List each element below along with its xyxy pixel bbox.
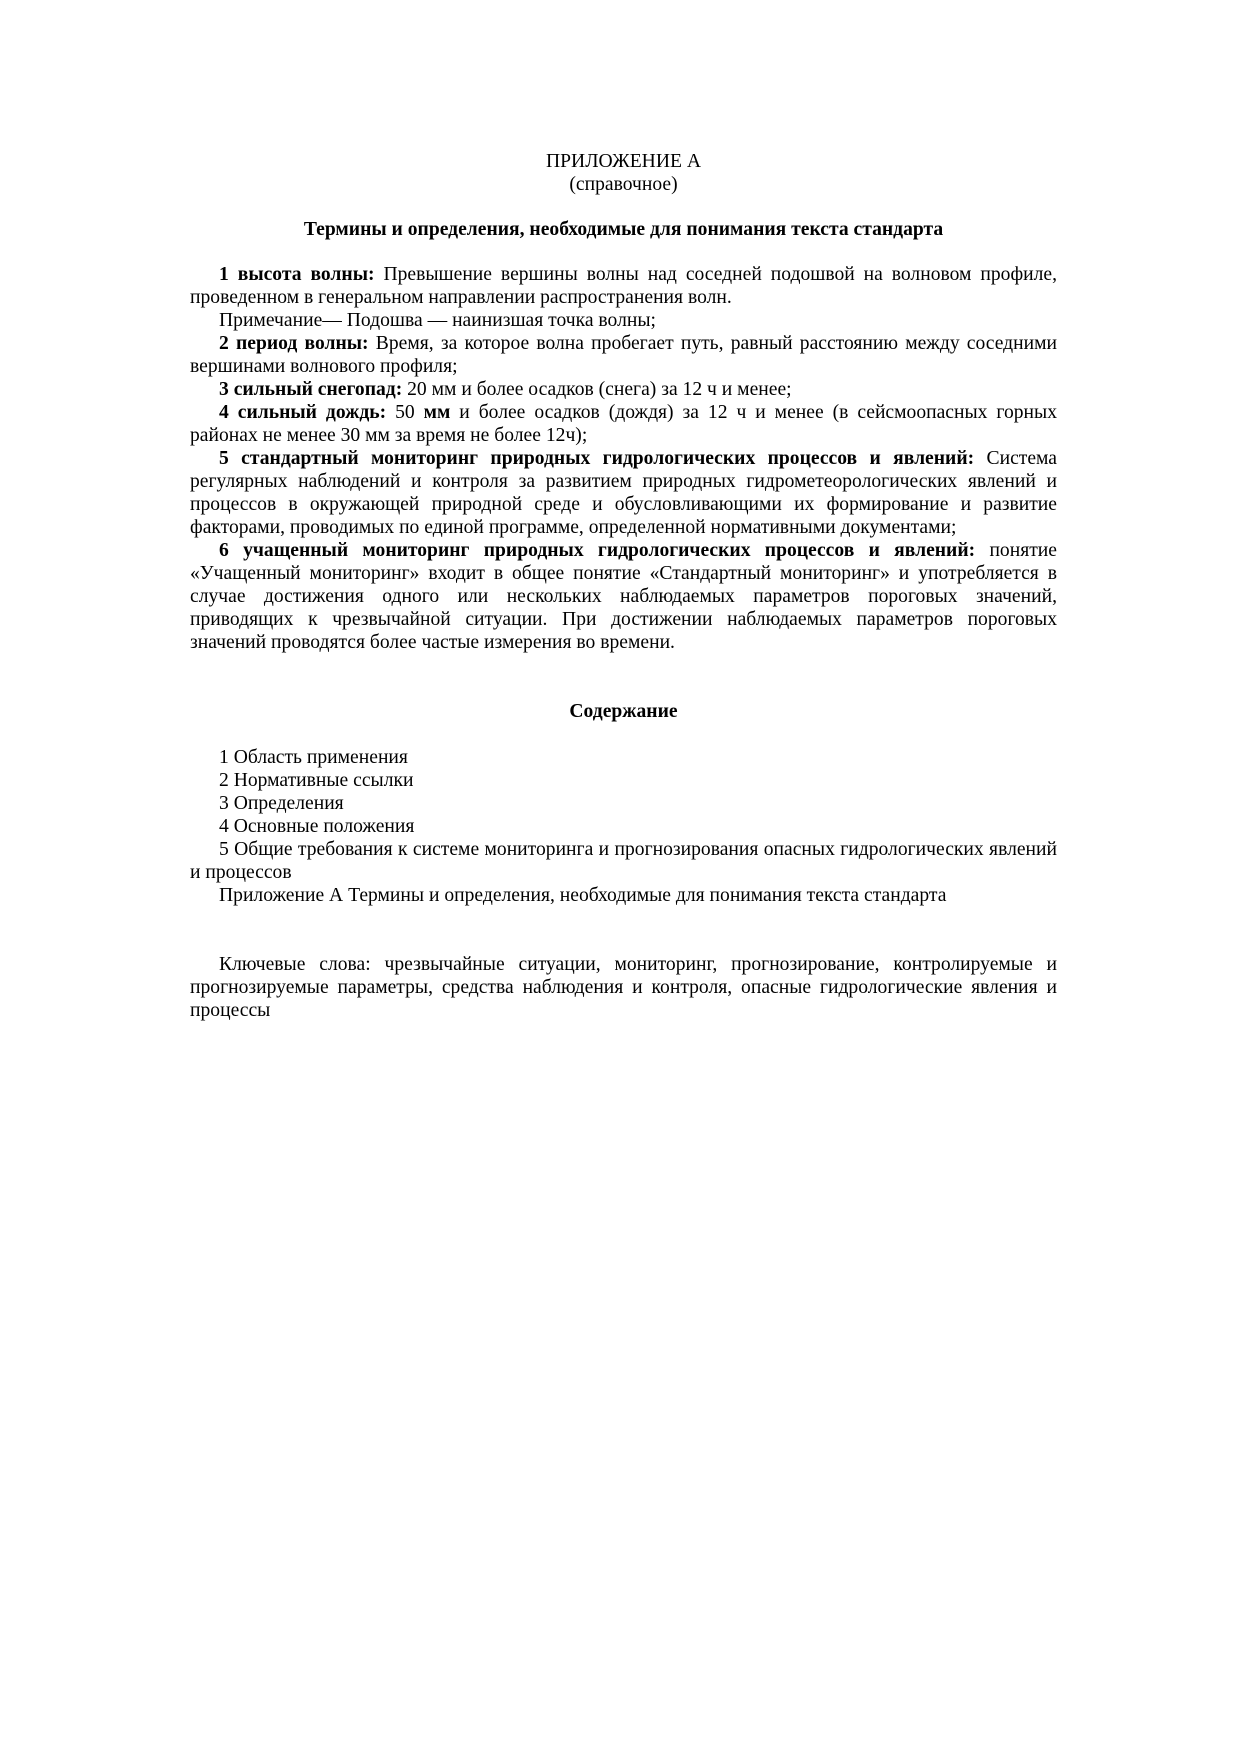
contents-list [190,746,1057,907]
keywords: Ключевые слова: чрезвычайные ситуации, мониторинг, прогнозирование, контролируемые и прогнозируемые параметры, средства наблюдения и контроля, опасные гидрологические явления и процессы [190,954,1057,1021]
contents-title: Содержание [569,701,678,722]
term-label: 1 высота волны: [219,264,375,285]
contents-item: 4 Основные положения [219,816,415,837]
appendix-heading: Термины и определения, необходимые для понимания текста стандарта [303,219,944,240]
contents-item: 1 Область применения [219,747,408,768]
term-definition: 50 [386,402,424,423]
term-label: 6 учащенный мониторинг природных гидрологических процессов и явлений: [219,540,976,561]
term-definition: Превышение вершины волны над соседней подошвой на волновом профиле, проведенном в генеральном направлении распространения волн. [190,264,1058,308]
term-4 [190,401,1057,447]
document-page [190,150,1057,1022]
contents-item: 2 Нормативные ссылки [219,770,414,791]
term-label: 2 период волны: [219,333,369,354]
term-1 [190,263,1057,309]
term-2 [190,332,1057,378]
note-text: Примечание— Подошва — наинизшая точка волны; [219,310,656,331]
term-note [190,309,1057,332]
appendix-subtitle: (справочное) [569,174,678,195]
term-definition: Время, за которое волна пробегает путь, равный расстоянию между соседними вершинами волнового профиля; [190,333,1057,377]
term-5 [190,447,1057,539]
term-definition: Система регулярных наблюдений и контроля за развитием природных гидрометеорологических явлений и процессов в окружающей природной среде и обусловливающими их формирование и развитие факторами, проводимых по единой программе, определенной нормативными документами; [190,448,1057,538]
term-label: 5 стандартный мониторинг природных гидрологических процессов и явлений: [219,448,975,469]
term-label: 4 сильный дождь: [219,402,387,423]
terms-list [190,263,1057,654]
term-unit: мм [423,402,451,423]
term-label: 3 сильный снегопад: [219,379,403,400]
contents-item: 5 Общие требования к системе мониторинга и прогнозирования опасных гидрологических явлений и процессов [190,839,1057,883]
contents-item: 3 Определения [219,793,344,814]
appendix-title: ПРИЛОЖЕНИЕ А [546,151,701,172]
term-definition: понятие «Учащенный мониторинг» входит в общее понятие «Стандартный мониторинг» и употребляется в случае достижения одного или нескольких наблюдаемых параметров пороговых значений, приводящих к чрезвычайной ситуации. При достижении наблюдаемых параметров пороговых значений проводятся более частые измерения во времени. [190,540,1057,653]
term-3 [190,378,1057,401]
term-definition: 20 мм и более осадков (снега) за 12 ч и менее; [402,379,792,400]
contents-item: Приложение А Термины и определения, необходимые для понимания текста стандарта [219,885,947,906]
term-6 [190,539,1057,654]
term-definition-rest: и более осадков (дождя) за 12 ч и менее (в сейсмоопасных горных районах не менее 30 мм за время не более 12ч); [190,402,1057,446]
